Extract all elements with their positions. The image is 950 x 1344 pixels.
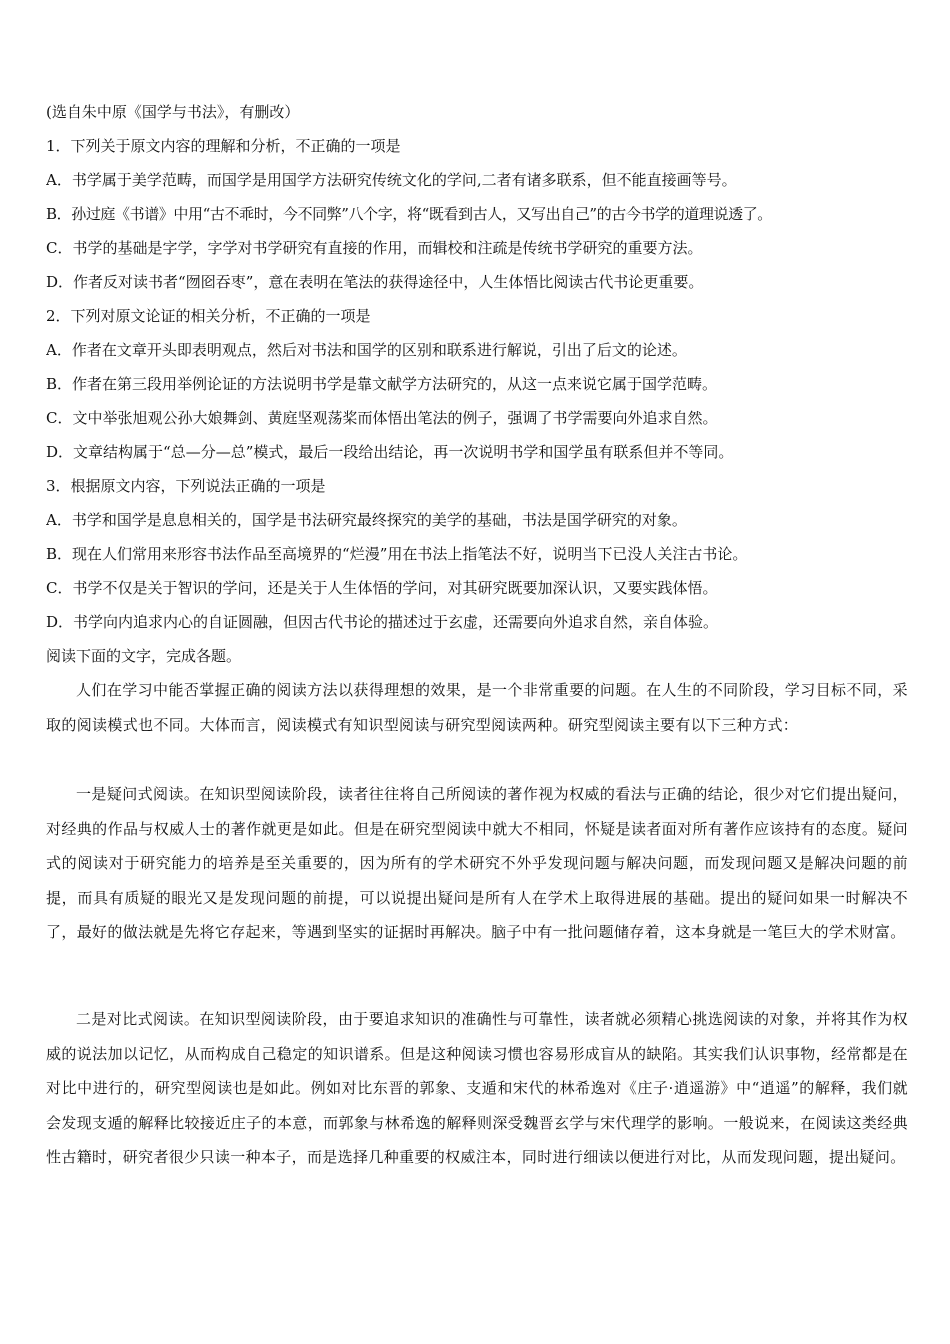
reading-instruction: 阅读下面的文字，完成各题。	[46, 647, 242, 665]
question-1-stem: 1．下列关于原文内容的理解和分析，不正确的一项是	[46, 137, 401, 155]
source-citation: (选自朱中原《国学与书法》，有删改）	[46, 103, 300, 121]
question-3-option-a: A．书学和国学是息息相关的，国学是书法研究最终探究的美学的基础，书法是国学研究的对象。	[46, 511, 687, 529]
question-1-option-c: C．书学的基础是字学，字学对书学研究有直接的作用，而辑校和注疏是传统书学研究的重要方法。	[46, 239, 703, 257]
question-1-option-a: A．书学属于美学范畴，而国学是用国学方法研究传统文化的学问,二者有诸多联系，但不能直接画等号。	[46, 171, 737, 189]
question-2-stem: 2．下列对原文论证的相关分析，不正确的一项是	[46, 307, 371, 325]
question-2-option-a: A．作者在文章开头即表明观点，然后对书法和国学的区别和联系进行解说，引出了后文的论述。	[46, 341, 687, 359]
question-3-option-d: D．书学向内追求内心的自证圆融，但因古代书论的描述过于玄虚，还需要向外追求自然，亲自体验。	[46, 613, 719, 631]
question-1-option-b: B．孙过庭《书谱》中用“古不乖时，今不同弊”八个字，将“既看到古人，又写出自己”的古今书学的道理说透了。	[46, 205, 772, 223]
question-1-option-d: D．作者反对读书者“囫囵吞枣”，意在表明在笔法的获得途径中，人生体悟比阅读古代书论更重要。	[46, 273, 704, 291]
question-3-option-c: C．书学不仅是关于智识的学问，还是关于人生体悟的学问，对其研究既要加深认识，又要实践体悟。	[46, 579, 718, 597]
passage-paragraph: 一是疑问式阅读。在知识型阅读阶段，读者往往将自己所阅读的著作视为权威的看法与正确的结论，很少对它们提出疑问，对经典的作品与权威人士的著作就更是如此。但是在研究型阅读中就大不相同，怀疑是读者面对所有著作应该持有的态度。疑问式的阅读对于研究能力的培养是至关重要的，因为所有的学术研究不外乎发现问题与解决问题，而发现问题又是解决问题的前提，而具有质疑的眼光又是发现问题的前提，可以说提出疑问是所有人在学术上取得进展的基础。提出的疑问如果一时解决不了，最好的做法就是先将它存起来，等遇到坚实的证据时再解决。脑子中有一批问题储存着，这本身就是一笔巨大的学术财富。	[46, 785, 908, 942]
question-2-option-c: C．文中举张旭观公孙大娘舞剑、黄庭坚观荡桨而体悟出笔法的例子，强调了书学需要向外追求自然。	[46, 409, 718, 427]
question-2-option-d: D．文章结构属于“总—分—总”模式，最后一段给出结论，再一次说明书学和国学虽有联系但并不等同。	[46, 443, 734, 461]
passage-paragraph: 二是对比式阅读。在知识型阅读阶段，由于要追求知识的准确性与可靠性，读者就必须精心挑选阅读的对象，并将其作为权威的说法加以记忆，从而构成自己稳定的知识谱系。但是这种阅读习惯也容易形成盲从的缺陷。其实我们认识事物，经常都是在对比中进行的，研究型阅读也是如此。例如对比东晋的郭象、支遁和宋代的林希逸对《庄子·逍遥游》中“逍遥”的解释，我们就会发现支遁的解释比较接近庄子的本意，而郭象与林希逸的解释则深受魏晋玄学与宋代理学的影响。一般说来，在阅读这类经典性古籍时，研究者很少只读一种本子，而是选择几种重要的权威注本，同时进行细读以便进行对比，从而发现问题，提出疑问。	[46, 1010, 908, 1167]
question-3-option-b: B．现在人们常用来形容书法作品至高境界的“烂漫”用在书法上指笔法不好，说明当下已没人关注古书论。	[46, 545, 748, 563]
question-3-stem: 3．根据原文内容，下列说法正确的一项是	[46, 477, 326, 495]
passage-paragraph: 人们在学习中能否掌握正确的阅读方法以获得理想的效果，是一个非常重要的问题。在人生的不同阶段，学习目标不同，采取的阅读模式也不同。大体而言，阅读模式有知识型阅读与研究型阅读两种。研究型阅读主要有以下三种方式：	[46, 681, 908, 734]
question-2-option-b: B．作者在第三段用举例论证的方法说明书学是靠文献学方法研究的，从这一点来说它属于国学范畴。	[46, 375, 718, 393]
